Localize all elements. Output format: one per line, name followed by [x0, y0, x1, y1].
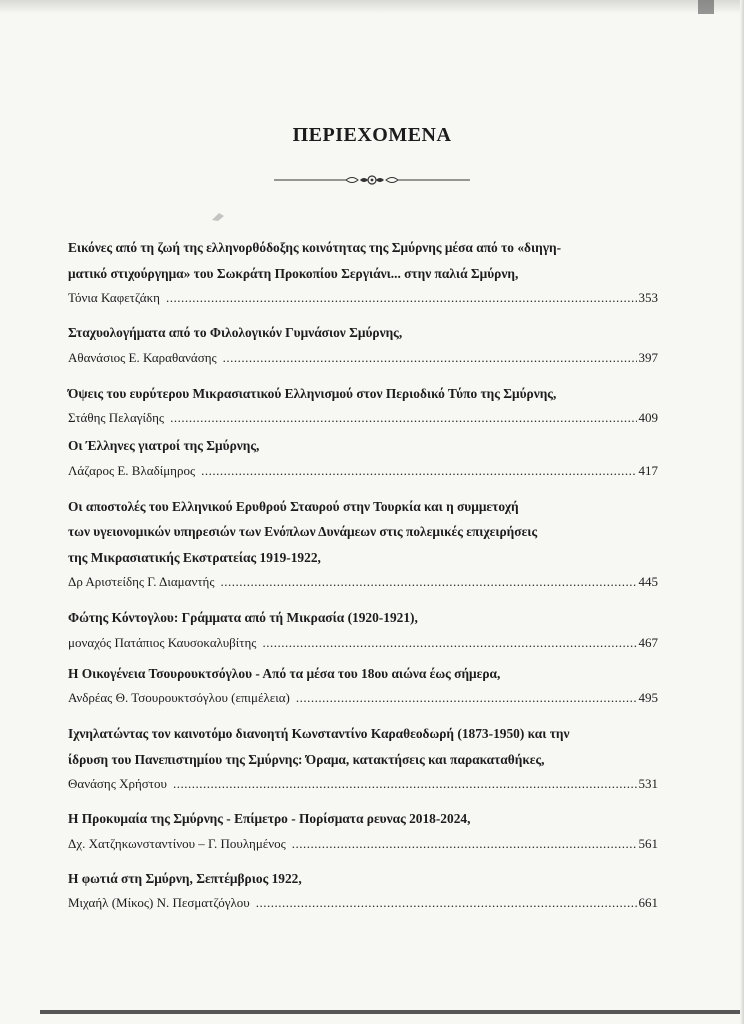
entry-title-line: Η φωτιά στη Σμύρνη, Σεπτέμβριος 1922, — [68, 870, 302, 886]
entry-author-row — [68, 459, 658, 483]
entry-author: Τόνια Καφετζάκη — [68, 290, 160, 305]
scan-edge-right — [740, 0, 744, 1024]
dot-leader — [296, 686, 637, 710]
entry-author-row — [68, 891, 658, 915]
dot-leader — [223, 346, 637, 370]
entry-title-line: της Μικρασιατικής Εκστρατείας 1919-1922, — [68, 549, 321, 565]
entry-title-line: των υγειονομικών υπηρεσιών των Ενόπλων Δυνάμεων στις πολεμικές επιχειρήσεις — [68, 524, 538, 539]
entry-title-line: Η Οικογένεια Τσουρουκτσόγλου - Από τα μέσα του 18ου αιώνα έως σήμερα, — [68, 665, 501, 681]
entry-page-number: 409 — [638, 410, 658, 425]
entry-title-line: ίδρυση του Πανεπιστημίου της Σμύρνης: Όραμα, κατακτήσεις και παρακαταθήκες, — [68, 751, 545, 767]
toc-entry[interactable] — [68, 605, 658, 655]
entry-author: Αθανάσιος Ε. Καραθανάσης — [68, 349, 217, 365]
entry-title-line: ματικό στιχούργημα» του Σωκράτη Προκοπίου Σεργιάνι... στην παλιά Σμύρνη, — [68, 265, 519, 281]
entry-author: Στάθης Πελαγίδης — [68, 410, 165, 425]
entry-author-row — [68, 772, 658, 796]
entry-author: μοναχός Πατάπιος Καυσοκαλυβίτης — [68, 634, 257, 650]
page-title: ΠΕΡΙΕΧΟΜΕΝΑ — [292, 124, 452, 146]
toc-entry[interactable] — [68, 235, 658, 310]
dot-leader — [201, 459, 636, 483]
entry-page-number: 467 — [638, 634, 658, 650]
entry-author: Λάζαρος Ε. Βλαδίμηρος — [68, 462, 196, 478]
entry-author-row — [68, 631, 658, 655]
entry-title-line: Οι Έλληνες γιατροί της Σμύρνης, — [68, 438, 260, 453]
toc-entry[interactable] — [68, 721, 658, 796]
dot-leader — [166, 286, 637, 310]
toc-entry[interactable] — [68, 661, 658, 711]
entry-title-line: Εικόνες από τη ζωή της ελληνορθόδοξης κοινότητας της Σμύρνης μέσα από το «διηγη- — [68, 240, 562, 255]
decorative-flourish-icon — [274, 172, 470, 188]
entry-title-line: Ιχνηλατώντας τον καινοτόμο διανοητή Κωνσταντίνο Καραθεοδωρή (1873-1950) και την — [68, 726, 570, 741]
entry-page-number: 397 — [638, 349, 658, 365]
dot-leader — [256, 891, 637, 915]
entry-title-line: Οι αποστολές του Ελληνικού Ερυθρού Σταυρού στην Τουρκία και η συμμετοχή — [68, 498, 519, 514]
ink-smudge — [210, 210, 228, 224]
toc-entry[interactable] — [68, 494, 658, 595]
table-of-contents — [68, 235, 658, 915]
entry-page-number: 561 — [638, 835, 658, 851]
dot-leader — [173, 772, 637, 796]
dot-leader — [221, 570, 637, 594]
toc-entry[interactable] — [68, 866, 658, 916]
dot-leader — [170, 406, 636, 430]
entry-title-line: Φώτης Κόντογλου: Γράμματα από τή Μικρασία (1920-1921), — [68, 610, 418, 625]
entry-author-row — [68, 406, 658, 430]
entry-page-number: 353 — [638, 290, 658, 305]
entry-page-number: 417 — [638, 462, 658, 478]
entry-title-line: Σταχυολογήματα από το Φιλολογικόν Γυμνάσιον Σμύρνης, — [68, 325, 403, 340]
scan-edge-top — [0, 0, 744, 14]
entry-author-row — [68, 346, 658, 370]
toc-entry[interactable] — [68, 806, 658, 856]
entry-author: Ανδρέας Θ. Τσουρουκτσόγλου (επιμέλεια) — [68, 690, 290, 705]
entry-page-number: 445 — [638, 574, 658, 589]
entry-author: Δρ Αριστείδης Γ. Διαμαντής — [68, 574, 215, 589]
entry-author: Θανάσης Χρήστου — [68, 776, 167, 791]
entry-page-number: 495 — [638, 690, 658, 705]
entry-title-line: Όψεις του ευρύτερου Μικρασιατικού Ελληνισμού στον Περιοδικό Τύπο της Σμύρνης, — [68, 385, 557, 401]
scan-edge-bottom — [40, 1010, 740, 1014]
dot-leader — [262, 631, 636, 655]
entry-page-number: 661 — [638, 895, 658, 910]
entry-author-row — [68, 686, 658, 710]
entry-title-line: Η Προκυμαία της Σμύρνης - Επίμετρο - Πορίσματα ρευνας 2018-2024, — [68, 811, 471, 826]
entry-author: Δχ. Χατζηκωνσταντίνου – Γ. Πουλημένος — [68, 835, 286, 851]
dot-leader — [292, 832, 637, 856]
scan-mark — [698, 0, 714, 14]
entry-author-row — [68, 570, 658, 594]
entry-page-number: 531 — [638, 776, 658, 791]
entry-author-row — [68, 832, 658, 856]
entry-author: Μιχαήλ (Μίκος) Ν. Πεσματζόγλου — [68, 895, 250, 910]
toc-entry[interactable] — [68, 320, 658, 370]
toc-entry[interactable] — [68, 381, 658, 431]
toc-entry[interactable] — [68, 433, 658, 483]
entry-author-row — [68, 286, 658, 310]
